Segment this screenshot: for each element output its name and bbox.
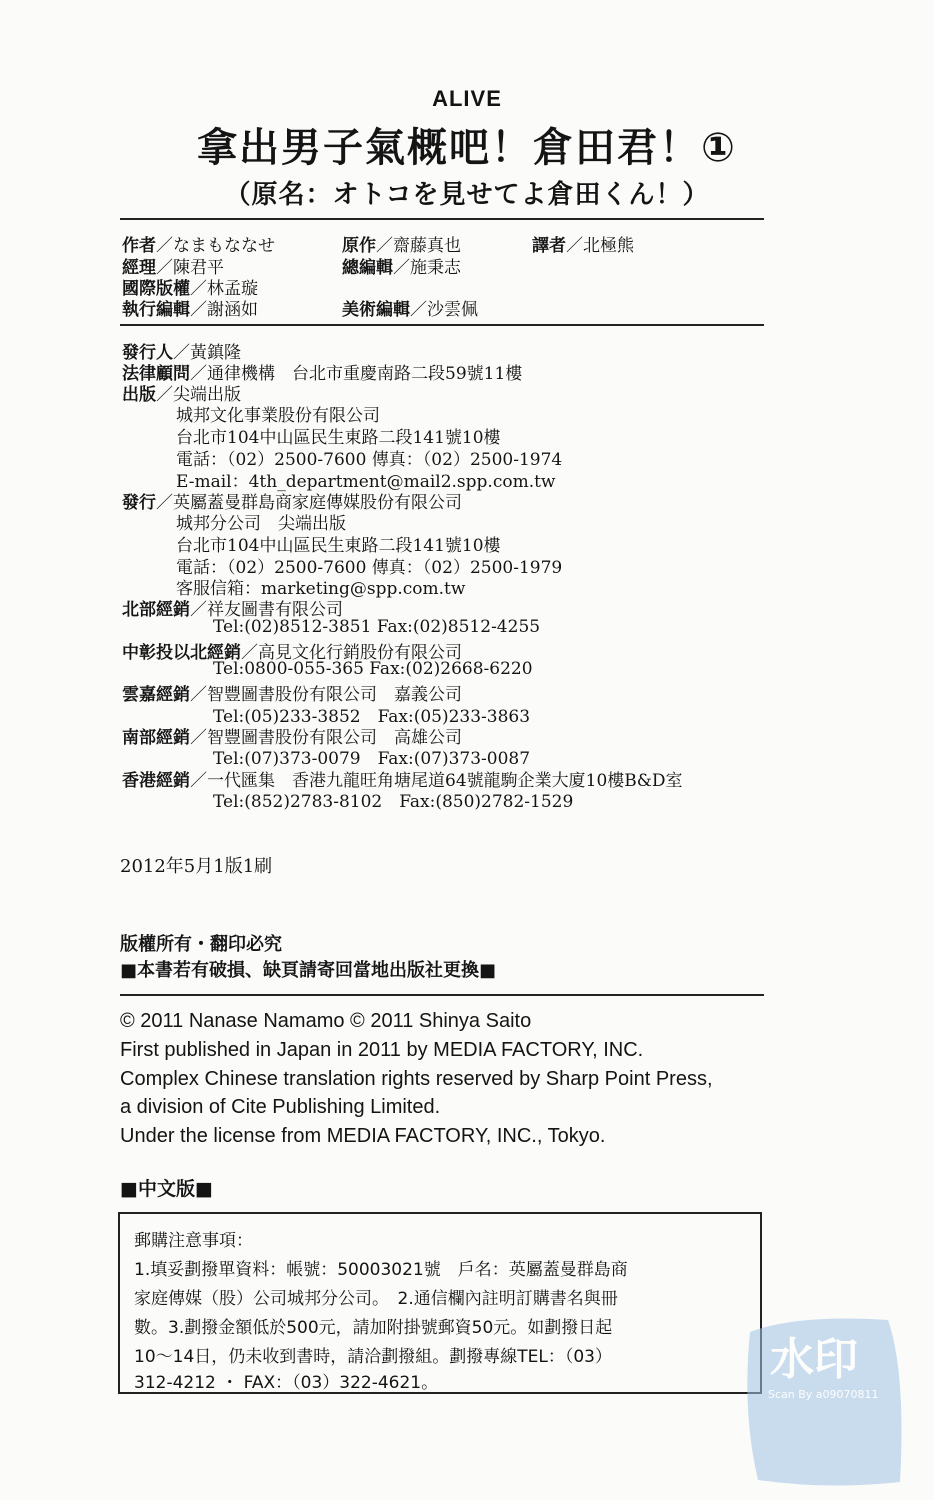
copyright-notice: 版權所有・翻印必究 (120, 934, 282, 955)
credit-value: 林孟璇 (207, 279, 258, 299)
info-value: 一代匯集 香港九龍旺角塘尾道64號龍駒企業大廈10樓B&D室 (207, 771, 683, 791)
distributor-line: 電話：（02）2500-7600 傳真：（02）2500-1979 (176, 558, 563, 578)
info-value: 尖端出版 (173, 385, 241, 405)
south-dealer: 南部經銷／智豐圖書股份有限公司 高雄公司 (122, 728, 462, 748)
legal-advisor: 法律顧問／通律機構 台北市重慶南路二段59號11樓 (122, 364, 523, 384)
series-label: ALIVE (432, 86, 502, 111)
press-line: 城邦文化事業股份有限公司 (176, 406, 380, 426)
press-line: 台北市104中山區民生東路二段141號10樓 (176, 428, 501, 448)
mail-order-heading: 郵購注意事項： (134, 1231, 253, 1251)
credit-label: 執行編輯 (122, 300, 190, 320)
info-value: 智豐圖書股份有限公司 高雄公司 (207, 728, 462, 748)
divider (120, 324, 764, 326)
hk-dealer-tel: Tel:(852)2783-8102 Fax:(850)2782-1529 (213, 792, 574, 812)
credit-value: 北極熊 (583, 236, 634, 256)
credit-translator: 譯者／北極熊 (532, 236, 634, 256)
info-label: 出版 (122, 385, 156, 405)
press-line: 電話：（02）2500-7600 傳真：（02）2500-1974 (176, 450, 563, 470)
credit-value: 沙雲佩 (427, 300, 478, 320)
info-label: 法律顧問 (122, 364, 190, 384)
divider (120, 218, 764, 220)
info-label: 北部經銷 (122, 600, 190, 620)
credit-art-editor: 美術編輯／沙雲佩 (342, 300, 478, 320)
mail-order-line: 1.填妥劃撥單資料：帳號：50003021號 戶名：英屬蓋曼群島商 (134, 1260, 628, 1280)
credit-label: 國際版權 (122, 279, 190, 299)
mail-order-line: 數。3.劃撥金額低於500元，請加附掛號郵資50元。如劃撥日起 (134, 1318, 613, 1338)
watermark-badge (738, 1312, 908, 1492)
credit-label: 原作 (342, 236, 376, 256)
central-dealer: 中彰投以北經銷／高見文化行銷股份有限公司 (122, 643, 462, 663)
credit-value: 施秉志 (410, 258, 461, 278)
credit-label: 作者 (122, 236, 156, 256)
credit-value: 齋藤真也 (393, 236, 461, 256)
credit-exec-editor: 執行編輯／謝涵如 (122, 300, 258, 320)
info-value: 祥友圖書有限公司 (207, 600, 343, 620)
edition-date: 2012年5月1版1刷 (120, 856, 273, 877)
watermark-scan: Scan By a09070811 (768, 1388, 879, 1401)
credit-rights: 國際版權／林孟璇 (122, 279, 258, 299)
info-value: 英屬蓋曼群島商家庭傳媒股份有限公司 (173, 493, 462, 513)
credit-value: なまもななせ (173, 236, 275, 256)
north-dealer-tel: Tel:(02)8512-3851 Fax:(02)8512-4255 (213, 617, 541, 637)
press: 出版／尖端出版 (122, 385, 241, 405)
info-value: 黃鎮隆 (190, 343, 241, 363)
credit-original: 原作／齋藤真也 (342, 236, 461, 256)
info-label: 南部經銷 (122, 728, 190, 748)
north-dealer: 北部經銷／祥友圖書有限公司 (122, 600, 343, 620)
english-line: © 2011 Nanase Namamo © 2011 Shinya Saito (120, 1010, 532, 1032)
credit-value: 謝涵如 (207, 300, 258, 320)
credit-label: 經理 (122, 258, 156, 278)
chinese-edition-label: ■中文版■ (120, 1178, 213, 1200)
info-label: 雲嘉經銷 (122, 685, 190, 705)
info-value: 高見文化行銷股份有限公司 (258, 643, 462, 663)
info-label: 發行人 (122, 343, 173, 363)
info-label: 發行 (122, 493, 156, 513)
original-title: （原名：オトコを見せてよ倉田くん！） (224, 180, 710, 210)
divider (120, 994, 764, 996)
distributor-line: 客服信箱：marketing@spp.com.tw (176, 579, 466, 599)
mail-order-line: 家庭傳媒（股）公司城邦分公司。 2.通信欄內註明訂購書名與冊 (134, 1289, 618, 1309)
distributor-line: 台北市104中山區民生東路二段141號10樓 (176, 536, 501, 556)
credit-label: 譯者 (532, 236, 566, 256)
book-title: 拿出男子氣概吧！倉田君！① (197, 125, 737, 171)
distributor-line: 城邦分公司 尖端出版 (176, 514, 346, 534)
info-label: 香港經銷 (122, 771, 190, 791)
damage-notice: ■本書若有破損、缺頁請寄回當地出版社更換■ (120, 960, 497, 981)
info-label: 中彰投以北經銷 (122, 643, 241, 663)
yunjia-dealer-tel: Tel:(05)233-3852 Fax:(05)233-3863 (213, 707, 531, 727)
credit-label: 總編輯 (342, 258, 393, 278)
south-dealer-tel: Tel:(07)373-0079 Fax:(07)373-0087 (213, 749, 531, 769)
info-value: 通律機構 台北市重慶南路二段59號11樓 (207, 364, 523, 384)
credit-chief-editor: 總編輯／施秉志 (342, 258, 461, 278)
yunjia-dealer: 雲嘉經銷／智豐圖書股份有限公司 嘉義公司 (122, 685, 462, 705)
distributor: 發行／英屬蓋曼群島商家庭傳媒股份有限公司 (122, 493, 462, 513)
central-dealer-tel: Tel:0800-055-365 Fax:(02)2668-6220 (213, 659, 533, 679)
english-line: a division of Cite Publishing Limited. (120, 1096, 441, 1118)
credit-value: 陳君平 (173, 258, 224, 278)
info-value: 智豐圖書股份有限公司 嘉義公司 (207, 685, 462, 705)
mail-order-line: 312-4212 ・ FAX：（03）322-4621。 (134, 1373, 439, 1393)
english-line: First published in Japan in 2011 by MEDIA FACTORY, INC. (120, 1039, 644, 1061)
credit-manager: 經理／陳君平 (122, 258, 224, 278)
issuer: 發行人／黃鎮隆 (122, 343, 241, 363)
english-line: Complex Chinese translation rights reserved by Sharp Point Press, (120, 1068, 713, 1090)
mail-order-box (118, 1212, 762, 1394)
mail-order-line: 10～14日，仍未收到書時，請洽劃撥組。劃撥專線TEL：（03） (134, 1347, 612, 1367)
credit-author: 作者／なまもななせ (122, 236, 275, 256)
watermark-main: 水印 (770, 1334, 858, 1385)
english-line: Under the license from MEDIA FACTORY, INC., Tokyo. (120, 1125, 606, 1147)
credit-label: 美術編輯 (342, 300, 410, 320)
hk-dealer: 香港經銷／一代匯集 香港九龍旺角塘尾道64號龍駒企業大廈10樓B&D室 (122, 771, 683, 791)
press-line: E-mail：4th_department@mail2.spp.com.tw (176, 472, 556, 492)
